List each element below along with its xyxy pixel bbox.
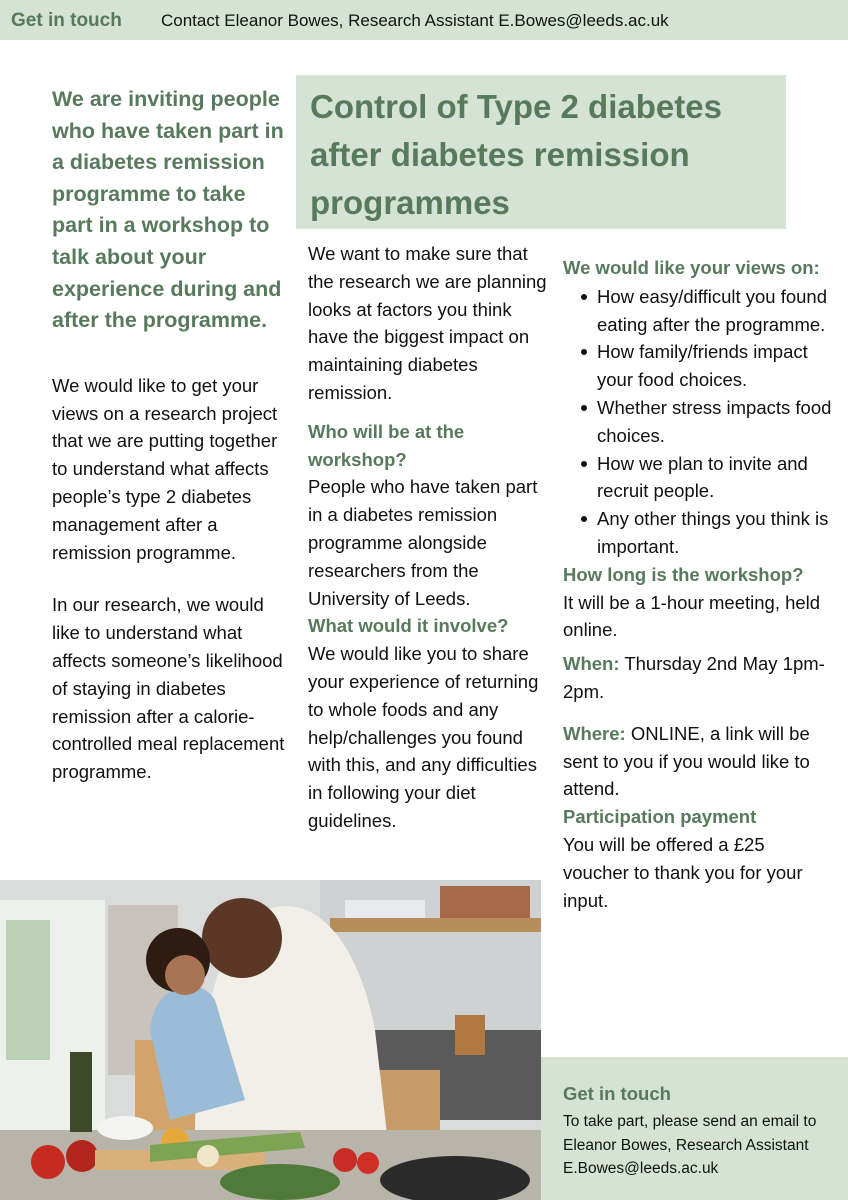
intro-column [52, 84, 292, 786]
get-in-touch-label: Get in touch [11, 10, 122, 31]
when-text: Thursday 2nd May 1pm-2pm. [563, 653, 825, 702]
intro-paragraph-2: In our research, we would like to understand what affects someone’s likelihood of staying in diabetes remission after a calorie-controlled meal replacement programme. [52, 594, 285, 783]
contact-box-text: To take part, please send an email to Eleanor Bowes, Research Assistant E.Bowes@leeds.ac.uk [563, 1113, 817, 1178]
middle-column [308, 240, 548, 835]
where-text: ONLINE, a link will be sent to you if you would like to attend. [563, 722, 810, 800]
where-label: Where: [563, 722, 626, 744]
list-item: Any other things you think is important. [597, 505, 833, 561]
how-long-heading: How long is the workshop? [563, 563, 804, 585]
involve-heading: What would it involve? [308, 615, 509, 637]
when-line [563, 650, 833, 706]
who-text: People who have taken part in a diabetes remission programme alongside researchers from the University of Leeds. [308, 476, 538, 609]
intro-paragraph-1: We would like to get your views on a research project that we are putting together to understand what affects people’s type 2 diabetes management after a remission programme. [52, 374, 278, 563]
who-heading: Who will be at the workshop? [308, 420, 465, 470]
list-item: How easy/difficult you found eating after the programme. [597, 283, 833, 339]
list-item: Whether stress impacts food choices. [597, 394, 833, 450]
list-item: How we plan to invite and recruit people. [597, 450, 833, 506]
top-contact-bar [0, 0, 848, 40]
right-column [563, 254, 833, 914]
when-label: When: [563, 653, 620, 675]
kitchen-photo [0, 880, 541, 1200]
payment-heading: Participation payment [563, 806, 757, 828]
views-list [563, 283, 833, 561]
how-long-text: It will be a 1-hour meeting, held online. [563, 591, 821, 641]
title-box [296, 75, 786, 229]
page-title: Control of Type 2 diabetes after diabetes remission programmes [310, 88, 722, 221]
payment-text: You will be offered a £25 voucher to thank you for your input. [563, 833, 803, 911]
involve-text: We would like you to share your experience of returning to whole foods and any help/challenges you found with this, and any difficulties in following your diet guidelines. [308, 643, 539, 831]
where-line [563, 720, 833, 803]
views-heading: We would like your views on: [563, 257, 820, 278]
contact-box [541, 1057, 848, 1200]
intro-lead: We are inviting people who have taken part in a diabetes remission programme to take part in a workshop to talk about your experience during and after the programme. [52, 87, 284, 333]
contact-box-heading: Get in touch [563, 1083, 671, 1104]
contact-line: Contact Eleanor Bowes, Research Assistant E.Bowes@leeds.ac.uk [161, 11, 669, 30]
list-item: How family/friends impact your food choices. [597, 338, 833, 394]
aim-paragraph: We want to make sure that the research we are planning looks at factors you think have the biggest impact on maintaining diabetes remission. [308, 243, 547, 403]
